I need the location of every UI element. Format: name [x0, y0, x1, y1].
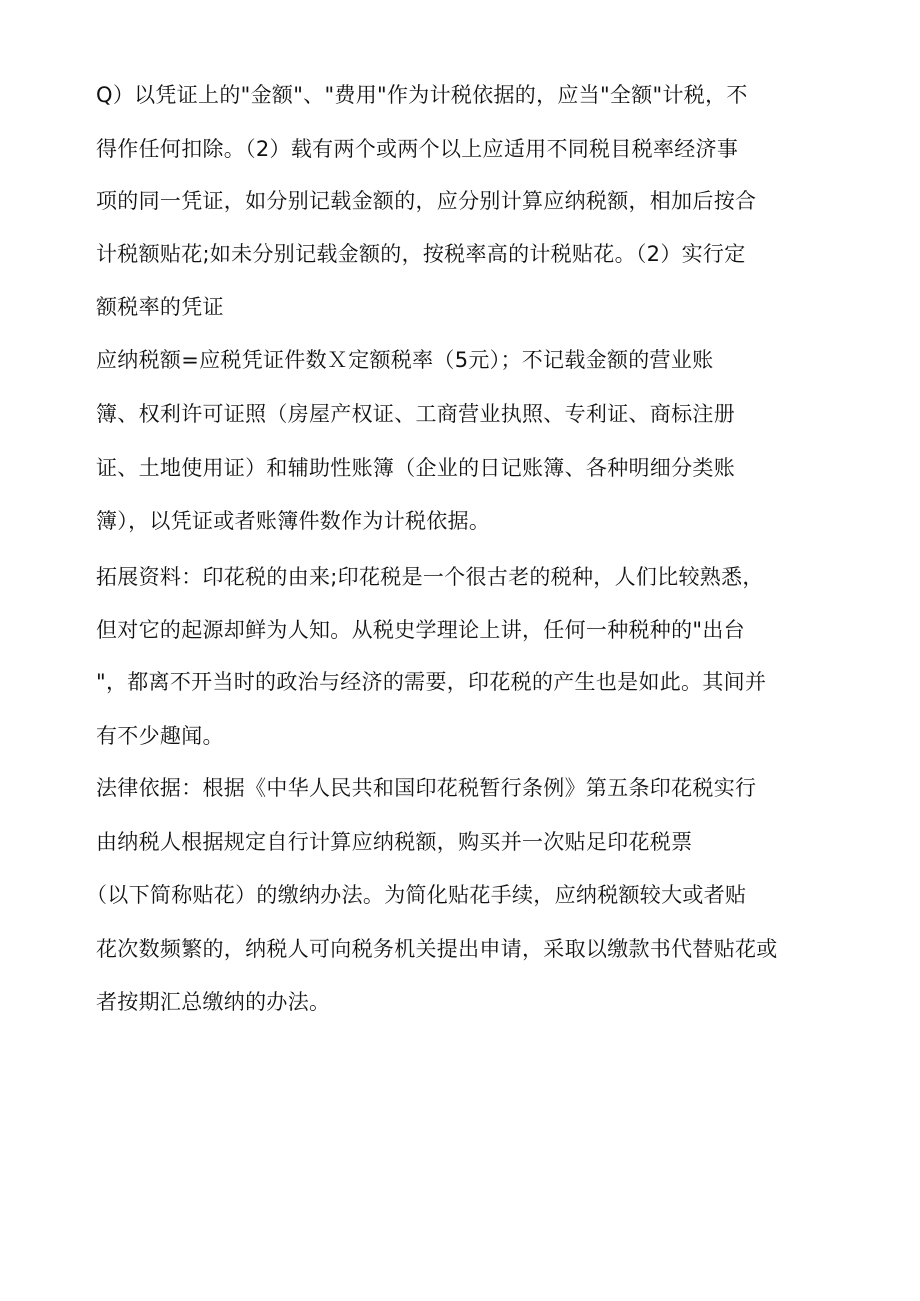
text-line: 拓展资料：印花税的由来;印花税是一个很古老的税种，人们比较熟悉，	[96, 565, 764, 589]
text-line: 应纳税额=应税凭证件数Ｘ定额税率（5元）；不记载金额的营业账	[96, 348, 714, 372]
text-line: 簿、权利许可证照（房屋产权证、工商营业执照、专利证、商标注册	[96, 402, 735, 426]
text-line: 项的同一凭证，如分别记载金额的，应分别计算应纳税额，相加后按合	[96, 189, 757, 213]
text-line: 得作任何扣除。（2）载有两个或两个以上应适用不同税目税率经济事	[96, 137, 739, 161]
text-line: 计税额贴花;如未分别记载金额的，按税率高的计税贴花。（2）实行定	[96, 242, 746, 266]
text-line: Q）以凭证上的"金额"、"费用"作为计税依据的，应当"全额"计税，不	[96, 83, 748, 107]
text-line: 法律依据：根据《中华人民共和国印花税暂行条例》第五条印花税实行	[96, 776, 757, 800]
text-line: 者按期汇总缴纳的办法。	[96, 990, 331, 1014]
text-line: 证、土地使用证）和辅助性账簿（企业的日记账簿、各种明细分类账	[96, 456, 735, 480]
text-line: （以下简称贴花）的缴纳办法。为简化贴花手续，应纳税额较大或者贴	[86, 883, 747, 907]
text-line: 花次数频繁的，纳税人可向税务机关提出申请，采取以缴款书代替贴花或	[96, 937, 778, 961]
text-line: 额税率的凭证	[96, 295, 224, 319]
text-line: 但对它的起源却鲜为人知。从税史学理论上讲，任何一种税种的"出台	[96, 618, 745, 642]
text-line: 有不少趣闻。	[96, 724, 224, 748]
text-line: 簿），以凭证或者账簿件数作为计税依据。	[96, 509, 491, 533]
text-line: "，都离不开当时的政治与经济的需要，印花税的产生也是如此。其间并	[96, 670, 767, 694]
text-line: 由纳税人根据规定自行计算应纳税额，购买并一次贴足印花税票	[96, 830, 693, 854]
